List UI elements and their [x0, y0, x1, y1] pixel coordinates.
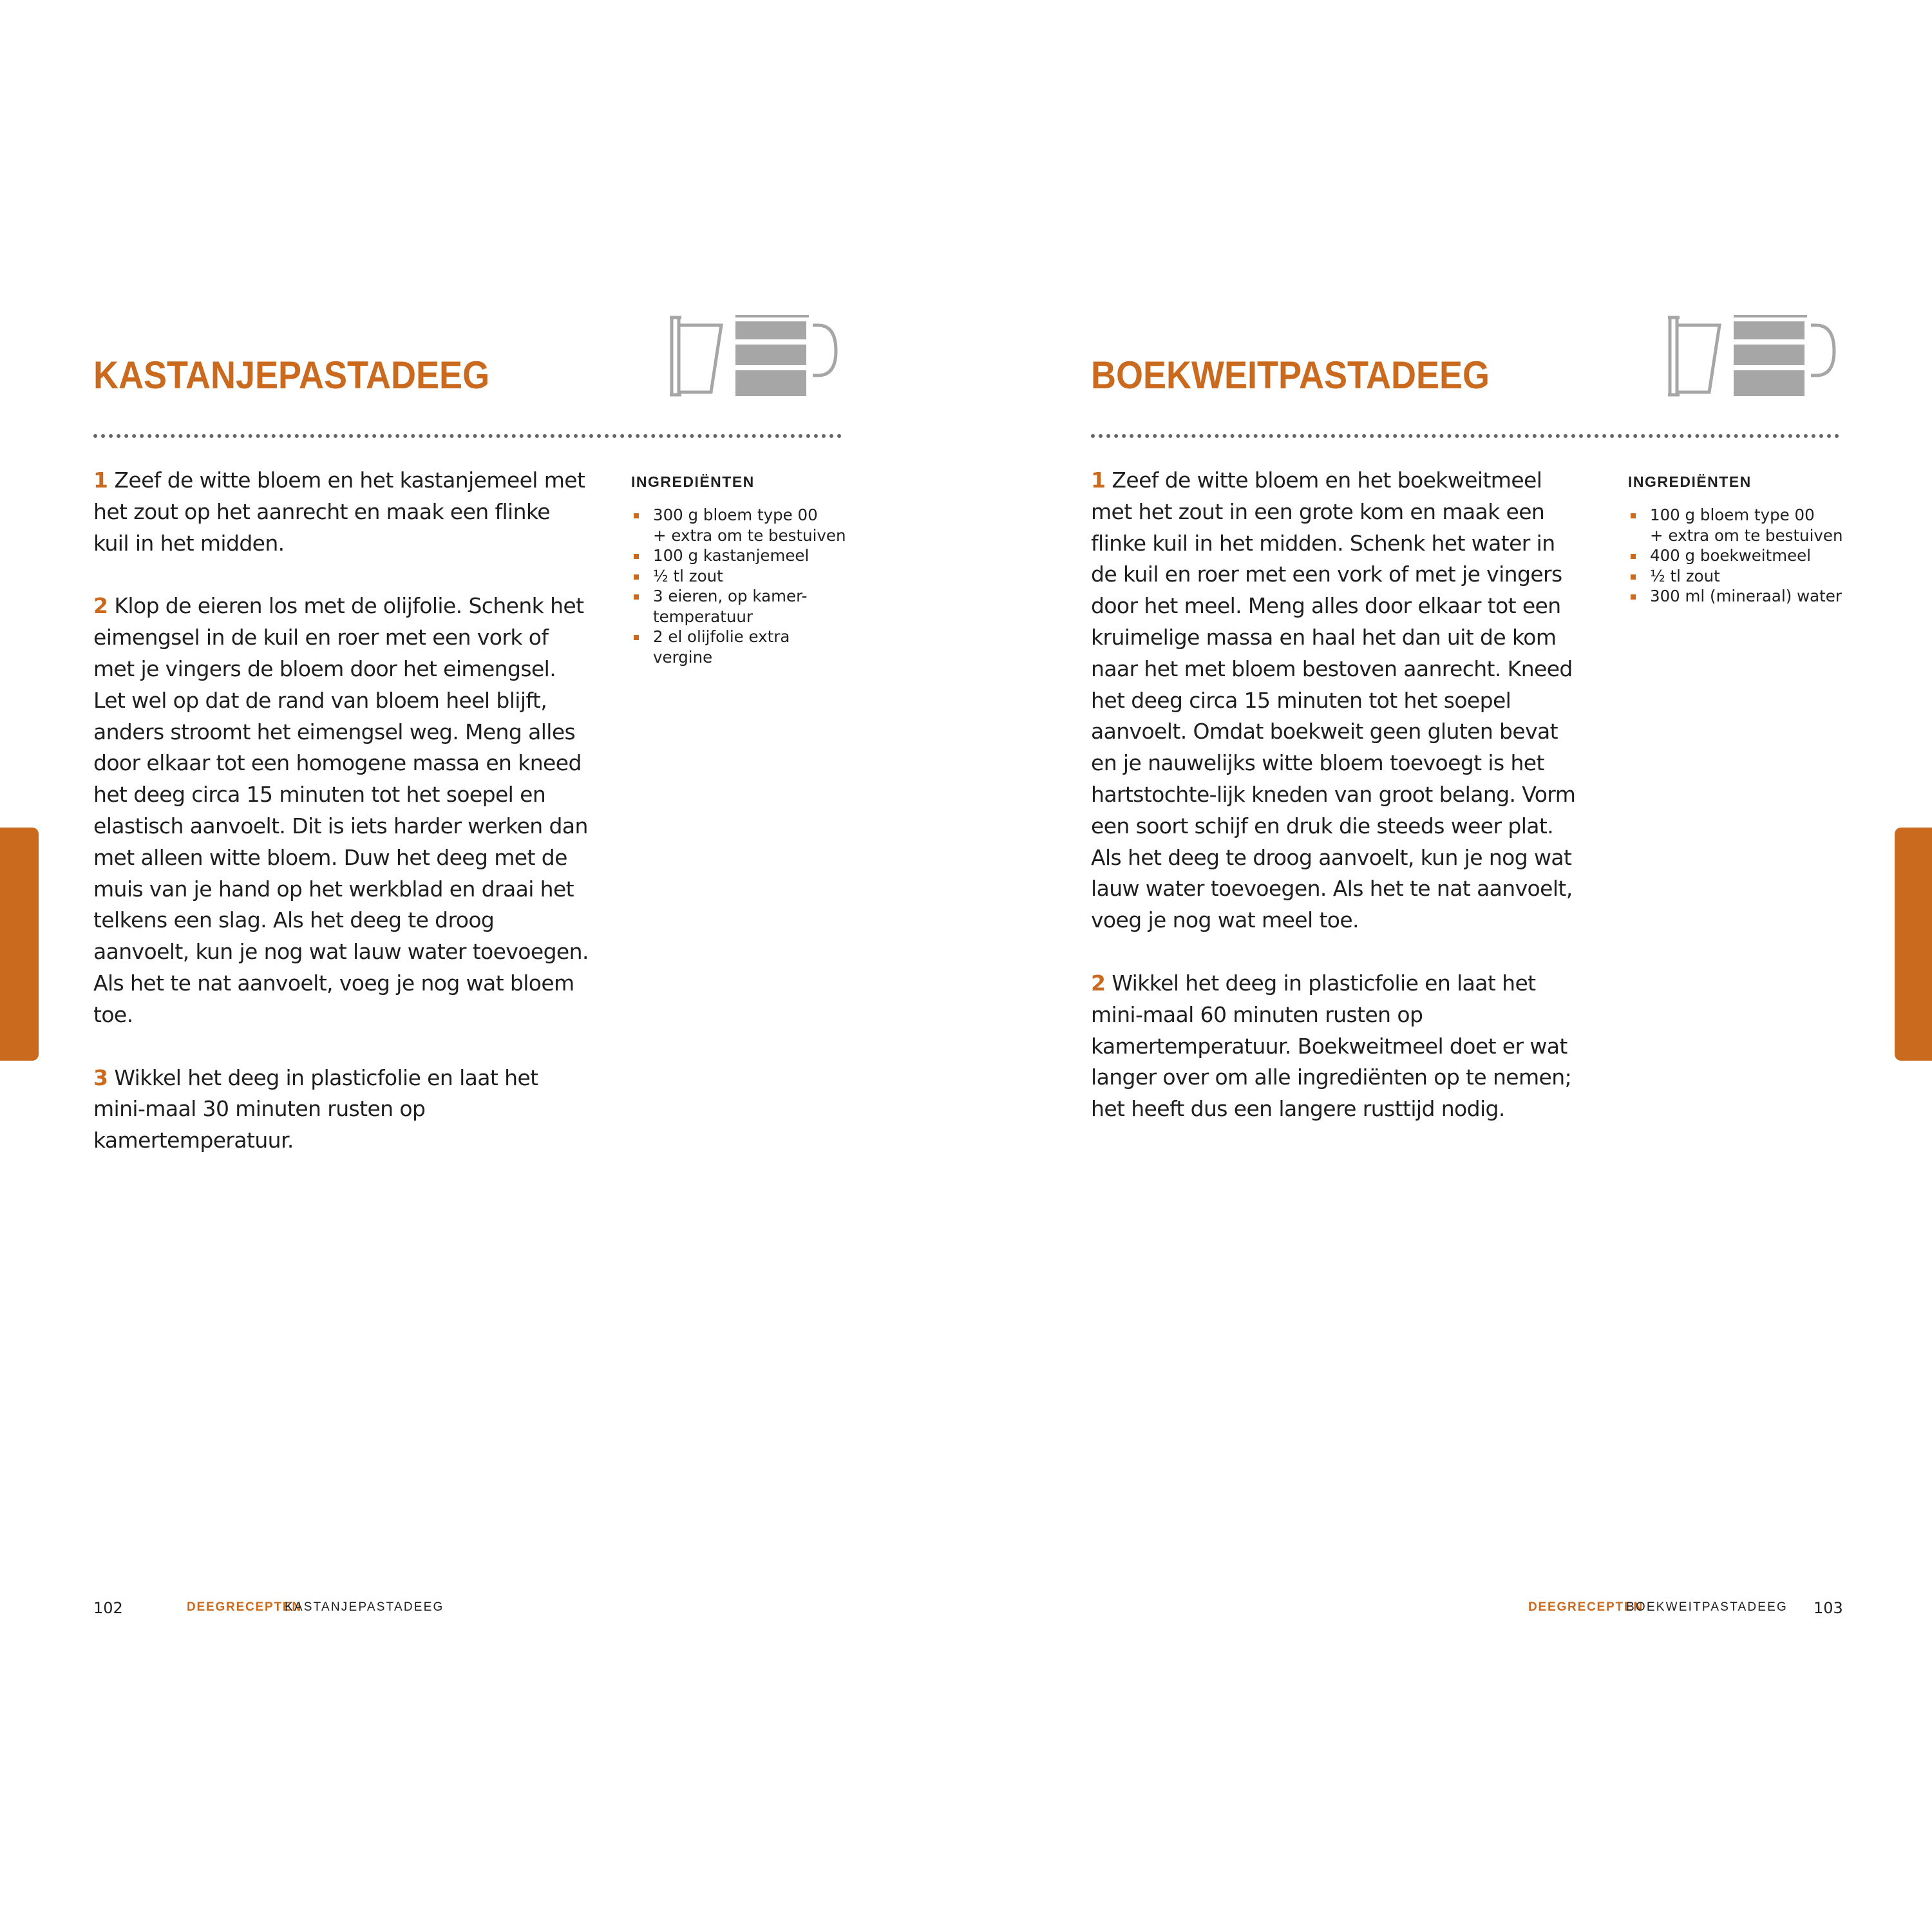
- bullet-icon: [1631, 574, 1636, 580]
- dotted-divider: [93, 434, 842, 438]
- bullet-icon: [634, 554, 639, 559]
- step-number: 2: [1091, 970, 1106, 996]
- stacked-bowl-icon: [1734, 315, 1834, 396]
- ingredients-box: [1628, 473, 1847, 607]
- ingredient-item: 2 el olijfolie extra vergine: [631, 627, 850, 667]
- step-number: 3: [93, 1065, 108, 1090]
- recipe-title: KASTANJEPASTADEEG: [93, 354, 490, 397]
- method-steps: [93, 465, 589, 1188]
- recipe-title: BOEKWEITPASTADEEG: [1091, 354, 1490, 397]
- step-text: Wikkel het deeg in plasticfolie en laat het mini-maal 30 minuten rusten op kamertemperatuur.: [93, 1065, 538, 1153]
- ingredients-heading: INGREDIËNTEN: [1628, 473, 1752, 490]
- equipment-icons: [670, 312, 844, 399]
- ingredient-item: ½ tl zout: [631, 566, 850, 587]
- step-2: [1091, 968, 1587, 1125]
- ingredient-item: ½ tl zout: [1628, 566, 1847, 587]
- ingredient-item: 100 g bloem type 00 + extra om te bestuiven: [1628, 505, 1847, 545]
- footer-recipe: BOEKWEITPASTADEEG: [1626, 1600, 1788, 1614]
- page-number: 103: [1814, 1599, 1843, 1617]
- ingredient-item: 300 ml (mineraal) water: [1628, 586, 1847, 607]
- dotted-divider: [1091, 434, 1839, 438]
- glass-icon: [670, 317, 721, 395]
- bullet-icon: [1631, 594, 1636, 600]
- step-number: 2: [93, 593, 108, 619]
- chapter-tab: [0, 828, 39, 1061]
- step-1: [1091, 465, 1587, 936]
- equipment-icons: [1668, 312, 1842, 399]
- page-number: 102: [93, 1599, 123, 1617]
- stacked-bowl-icon: [735, 315, 836, 396]
- footer-recipe: KASTANJEPASTADEEG: [285, 1600, 444, 1614]
- step-text: Wikkel het deeg in plasticfolie en laat het mini-maal 60 minuten rusten op kamertemperatuur. Boekweitmeel doet er wat langer over om alle ingrediënten op te nemen; het heeft dus een langere rusttijd nodig.: [1091, 970, 1572, 1122]
- ingredients-box: [631, 473, 850, 667]
- chapter-tab: [1895, 828, 1932, 1061]
- step-text: Zeef de witte bloem en het boekweitmeel met het zout in een grote kom en maak een flinke kuil in het midden. Schenk het water in de kuil en roer met een vork of met je vingers door het meel. Meng alles door elkaar tot een kruimelige massa en haal het dan uit de kom naar het met bloem bestoven aanrecht. Kneed het deeg circa 15 minuten tot het soepel aanvoelt. Omdat boekweit geen gluten bevat en je nauwelijks witte bloem toevoegt is het hartstochte-lijk kneden van groot belang. Vorm een soort schijf en druk die steeds weer plat. Als het deeg te droog aanvoelt, kun je nog wat lauw water toevoegen. Als het te nat aanvoelt, voeg je nog wat meel toe.: [1091, 468, 1576, 933]
- step-number: 1: [1091, 468, 1106, 493]
- ingredient-item: 300 g bloem type 00 + extra om te bestuiven: [631, 505, 850, 545]
- ingredient-item: 400 g boekweitmeel: [1628, 545, 1847, 566]
- bullet-icon: [634, 594, 639, 600]
- method-steps: [1091, 465, 1587, 1157]
- bullet-icon: [634, 513, 639, 518]
- step-text: Zeef de witte bloem en het kastanjemeel met het zout op het aanrecht en maak een flinke kuil in het midden.: [93, 468, 585, 556]
- step-1: [93, 465, 589, 559]
- ingredient-item: 3 eieren, op kamer- temperatuur: [631, 586, 850, 627]
- step-text: Klop de eieren los met de olijfolie. Schenk het eimengsel in de kuil en roer met een vork of met je vingers de bloem door het eimengsel. Let wel op dat de rand van bloem heel blijft, anders stroomt het eimengsel weg. Meng alles door elkaar tot een homogene massa en kneed het deeg circa 15 minuten tot het soepel en elastisch aanvoelt. Dit is iets harder werken dan met alleen witte bloem. Duw het deeg met de muis van je hand op het werkblad en draai het telkens een slag. Als het deeg te droog aanvoelt, kun je nog wat lauw water toevoegen. Als het te nat aanvoelt, voeg je nog wat bloem toe.: [93, 593, 589, 1027]
- bullet-icon: [1631, 513, 1636, 518]
- footer-section: DEEGRECEPTEN: [187, 1600, 302, 1614]
- ingredients-list: [1628, 505, 1847, 607]
- step-number: 1: [93, 468, 108, 493]
- ingredient-item: 100 g kastanjemeel: [631, 545, 850, 566]
- step-3: [93, 1063, 589, 1157]
- glass-icon: [1668, 317, 1719, 395]
- ingredients-heading: INGREDIËNTEN: [631, 473, 755, 490]
- footer-section: DEEGRECEPTEN: [1528, 1600, 1643, 1614]
- bullet-icon: [634, 574, 639, 580]
- right-page: [966, 0, 1932, 1932]
- bullet-icon: [634, 635, 639, 640]
- step-2: [93, 591, 589, 1030]
- ingredients-list: [631, 505, 850, 667]
- bullet-icon: [1631, 554, 1636, 559]
